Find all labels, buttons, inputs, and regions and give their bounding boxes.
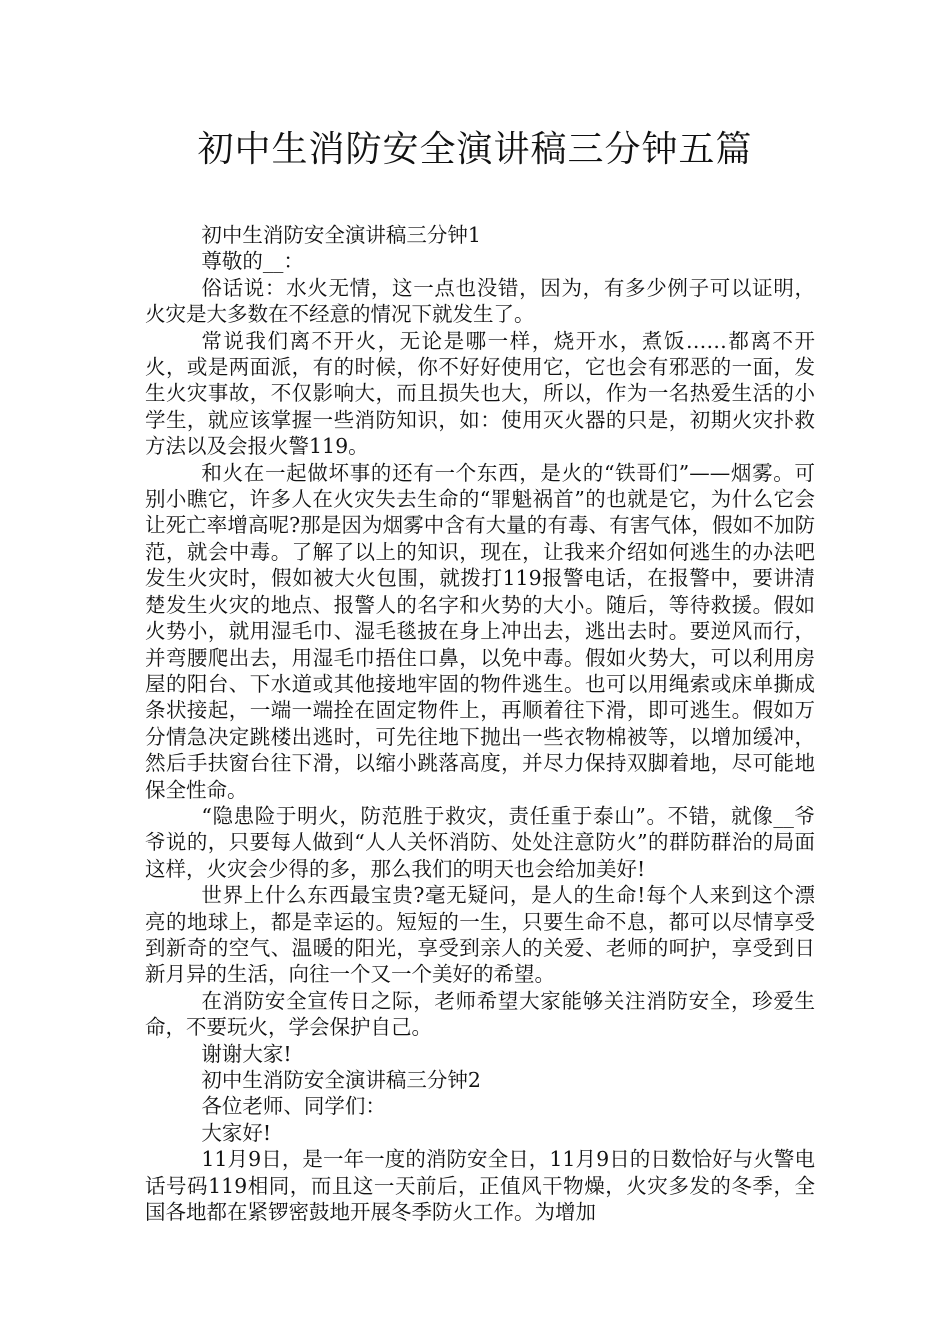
greeting: 大家好! xyxy=(201,1120,272,1145)
salutation: 尊敬的__： xyxy=(201,249,304,274)
paragraph: 世界上什么东西最宝贵?毫无疑问，是人的生命!每个人来到这个漂亮的地球上，都是幸运的。短短的一生，只要生命不息，都可以尽情享受到新奇的空气、温暖的阳光，享受到亲人的关爱、老师的呵护，享受到日新月异的生活，向往一个又一个美好的希望。 xyxy=(145,883,815,987)
closing: 谢谢大家! xyxy=(201,1041,292,1066)
section-heading-1: 初中生消防安全演讲稿三分钟1 xyxy=(201,223,481,247)
salutation: 各位老师、同学们： xyxy=(201,1094,386,1119)
paragraph: 常说我们离不开火，无论是哪一样，烧开水，煮饭……都离不开火，或是两面派，有的时候，你不好好使用它，它也会有邪恶的一面，发生火灾事故，不仅影响大，而且损失也大，所以，作为一名热爱生活的小学生，就应该掌握一些消防知识，如：使用灭火器的只是，初期火灾扑救方法以及会报火警119。 xyxy=(145,328,815,459)
document-body xyxy=(145,222,815,1225)
paragraph: 11月9日，是一年一度的消防安全日，11月9日的日数恰好与火警电话号码119相同，而且这一天前后，正值风干物燥，火灾多发的冬季，全国各地都在紧锣密鼓地开展冬季防火工作。为增加 xyxy=(145,1147,815,1225)
paragraph: 和火在一起做坏事的还有一个东西，是火的“铁哥们”——烟雾。可别小瞧它，许多人在火灾失去生命的“罪魁祸首”的也就是它，为什么它会让死亡率增高呢?那是因为烟雾中含有大量的有毒、有害气体，假如不加防范，就会中毒。了解了以上的知识，现在，让我来介绍如何逃生的办法吧发生火灾时，假如被大火包围，就拨打119报警电话，在报警中，要讲清楚发生火灾的地点、报警人的名字和火势的大小。随后，等待救援。假如火势小，就用湿毛巾、湿毛毯披在身上冲出去，逃出去时。要逆风而行，并弯腰爬出去，用湿毛巾捂住口鼻，以免中毒。假如火势大，可以利用房屋的阳台、下水道或其他接地牢固的物件逃生。也可以用绳索或床单撕成条状接起，一端一端拴在固定物件上，再顺着往下滑，即可逃生。假如万分情急决定跳楼出逃时，可先往地下抛出一些衣物棉被等，以增加缓冲，然后手扶窗台往下滑，以缩小跳落高度，并尽力保持双脚着地，尽可能地保全性命。 xyxy=(145,460,815,802)
paragraph: “隐患险于明火，防范胜于救灾，责任重于泰山”。不错，就像__爷爷说的，只要每人做到“人人关怀消防、处处注意防火”的群防群治的局面这样，火灾会少得的多，那么我们的明天也会给加美好! xyxy=(145,803,815,881)
section-heading-2: 初中生消防安全演讲稿三分钟2 xyxy=(201,1068,481,1092)
paragraph: 在消防安全宣传日之际，老师希望大家能够关注消防安全，珍爱生命，不要玩火，学会保护自己。 xyxy=(145,988,815,1040)
document-title: 初中生消防安全演讲稿三分钟五篇 xyxy=(197,129,753,170)
paragraph: 俗话说：水火无情，这一点也没错，因为，有多少例子可以证明，火灾是大多数在不经意的情况下就发生了。 xyxy=(145,275,815,327)
